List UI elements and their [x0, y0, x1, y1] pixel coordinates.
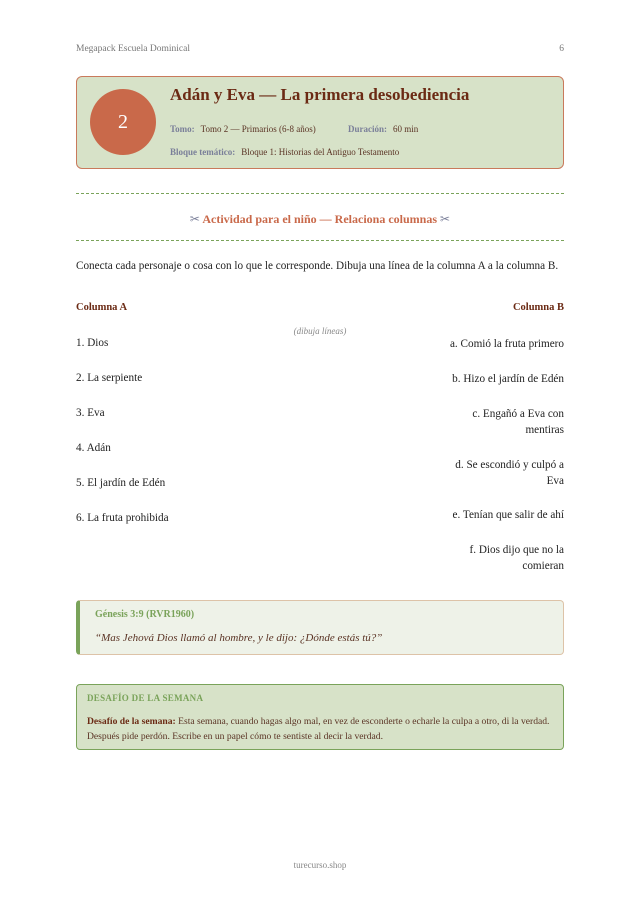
duracion-value: 60 min — [393, 124, 419, 134]
lesson-card — [76, 76, 564, 169]
divider-top — [76, 193, 564, 194]
page-number: 6 — [559, 44, 564, 54]
challenge-label: DESAFÍO DE LA SEMANA — [87, 693, 204, 703]
challenge-lead: Desafío de la semana: — [87, 716, 176, 727]
tomo-value: Tomo 2 — Primarios (6-8 años) — [200, 124, 316, 134]
bloque-value: Bloque 1: Historias del Antiguo Testamento — [241, 147, 400, 157]
column-a-item: 4. Adán — [76, 442, 111, 454]
scissors-icon: ✂ — [440, 212, 451, 226]
verse-reference: Génesis 3:9 (RVR1960) — [95, 609, 195, 620]
activity-heading-text: Actividad para el niño — Relaciona columnas — [202, 212, 438, 226]
tomo-label: Tomo: — [170, 124, 195, 134]
bible-verse-box — [76, 600, 564, 655]
draw-hint: (dibuja líneas) — [293, 326, 347, 336]
column-b-item: f. Dios dijo que no la comieran — [469, 544, 564, 572]
column-b-item: b. Hizo el jardín de Edén — [452, 373, 564, 385]
column-a-item: 1. Dios — [76, 337, 109, 349]
bloque-label: Bloque temático: — [170, 147, 236, 157]
activity-intro: Conecta cada personaje o cosa con lo que le corresponde. Dibuja una línea de la columna A a la columna B. — [76, 260, 559, 272]
column-b-item: e. Tenían que salir de ahí — [452, 509, 564, 521]
challenge-body: Esta semana, cuando hagas algo mal, en vez de esconderte o echarle la culpa a otro, di la verdad. Después pide perdón. Escribe en un papel cómo te sentiste al decir la verdad. — [87, 716, 550, 742]
scissors-icon: ✂ — [189, 212, 200, 226]
column-a-item: 6. La fruta prohibida — [76, 512, 169, 524]
divider-bottom — [76, 240, 564, 241]
verse-text: “Mas Jehová Dios llamó al hombre, y le dijo: ¿Dónde estás tú?” — [95, 632, 383, 644]
page-header — [76, 44, 564, 54]
column-a-item: 3. Eva — [76, 407, 105, 419]
lesson-block-row — [170, 147, 399, 157]
column-b-item: a. Comió la fruta primero — [449, 338, 564, 350]
book-title: Megapack Escuela Dominical — [76, 44, 190, 54]
column-b-item: c. Engañó a Eva con mentiras — [472, 408, 564, 436]
column-b-item: d. Se escondió y culpó a Eva — [455, 459, 564, 487]
column-a-title: Columna A — [76, 302, 128, 313]
column-a-item: 2. La serpiente — [76, 372, 143, 384]
lesson-title: Adán y Eva — La primera desobediencia — [170, 85, 470, 104]
column-a-item: 5. El jardín de Edén — [76, 477, 166, 489]
lesson-number-badge: 2 — [90, 89, 156, 155]
duracion-label: Duración: — [348, 124, 388, 134]
lesson-meta-row — [170, 124, 418, 134]
weekly-challenge-box — [76, 684, 564, 750]
activity-heading — [76, 212, 564, 227]
challenge-text — [87, 714, 553, 744]
column-b-title: Columna B — [512, 302, 564, 313]
footer-site: turecurso.shop — [293, 860, 347, 870]
